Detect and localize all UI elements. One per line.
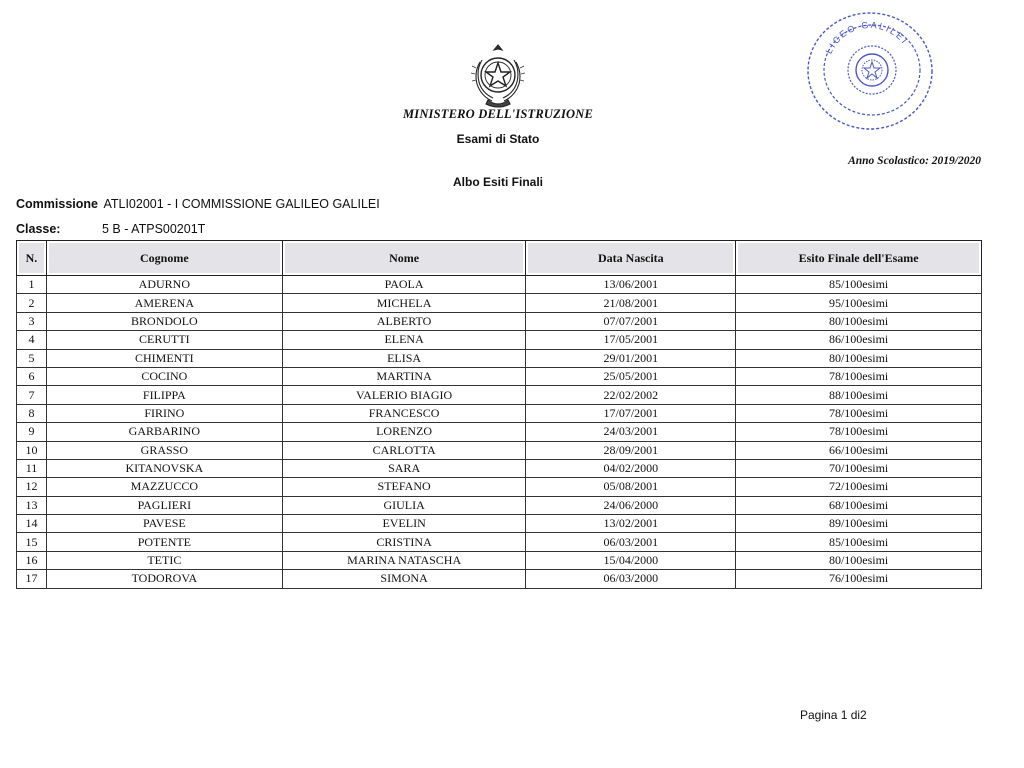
name-cell: MICHELA xyxy=(282,294,526,312)
surname-cell: PAVESE xyxy=(46,515,282,533)
column-header-surname: Cognome xyxy=(46,241,282,276)
surname-cell: MAZZUCCO xyxy=(46,478,282,496)
table-row xyxy=(17,441,982,459)
class-label: Classe: xyxy=(16,222,61,236)
surname-cell: CHIMENTI xyxy=(46,349,282,367)
surname-cell: GARBARINO xyxy=(46,423,282,441)
final-grade-cell: 80/100esimi xyxy=(736,551,982,569)
table-row xyxy=(17,294,982,312)
column-header-birthdate: Data Nascita xyxy=(526,241,736,276)
row-number: 14 xyxy=(17,515,47,533)
final-grade-cell: 70/100esimi xyxy=(736,459,982,477)
table-row xyxy=(17,386,982,404)
surname-cell: PAGLIERI xyxy=(46,496,282,514)
birthdate-cell: 17/07/2001 xyxy=(526,404,736,422)
name-cell: SIMONA xyxy=(282,570,526,588)
table-row xyxy=(17,533,982,551)
table-row xyxy=(17,459,982,477)
final-grade-cell: 76/100esimi xyxy=(736,570,982,588)
name-cell: GIULIA xyxy=(282,496,526,514)
birthdate-cell: 05/08/2001 xyxy=(526,478,736,496)
surname-cell: FIRINO xyxy=(46,404,282,422)
surname-cell: TODOROVA xyxy=(46,570,282,588)
name-cell: MARTINA xyxy=(282,367,526,385)
final-grade-cell: 72/100esimi xyxy=(736,478,982,496)
row-number: 1 xyxy=(17,276,47,294)
table-row xyxy=(17,423,982,441)
republic-emblem-icon xyxy=(468,42,528,110)
birthdate-cell: 07/07/2001 xyxy=(526,312,736,330)
table-row xyxy=(17,478,982,496)
final-grade-cell: 95/100esimi xyxy=(736,294,982,312)
final-grade-cell: 88/100esimi xyxy=(736,386,982,404)
class-line xyxy=(16,222,206,236)
row-number: 10 xyxy=(17,441,47,459)
surname-cell: KITANOVSKA xyxy=(46,459,282,477)
birthdate-cell: 21/08/2001 xyxy=(526,294,736,312)
table-row xyxy=(17,570,982,588)
name-cell: FRANCESCO xyxy=(282,404,526,422)
birthdate-cell: 13/02/2001 xyxy=(526,515,736,533)
birthdate-cell: 22/02/2002 xyxy=(526,386,736,404)
final-grade-cell: 78/100esimi xyxy=(736,404,982,422)
surname-cell: FILIPPA xyxy=(46,386,282,404)
table-row xyxy=(17,496,982,514)
name-cell: VALERIO BIAGIO xyxy=(282,386,526,404)
class-value: 5 B - ATPS00201T xyxy=(102,222,206,236)
row-number: 15 xyxy=(17,533,47,551)
final-grade-cell: 85/100esimi xyxy=(736,276,982,294)
ministry-name: MINISTERO DELL'ISTRUZIONE xyxy=(402,107,594,121)
final-grade-cell: 89/100esimi xyxy=(736,515,982,533)
row-number: 2 xyxy=(17,294,47,312)
column-header-number: N. xyxy=(17,241,47,276)
name-cell: LORENZO xyxy=(282,423,526,441)
surname-cell: TETIC xyxy=(46,551,282,569)
name-cell: STEFANO xyxy=(282,478,526,496)
board-title: Albo Esiti Finali xyxy=(452,175,543,189)
row-number: 13 xyxy=(17,496,47,514)
final-grade-cell: 85/100esimi xyxy=(736,533,982,551)
name-cell: PAOLA xyxy=(282,276,526,294)
table-row xyxy=(17,404,982,422)
final-grade-cell: 66/100esimi xyxy=(736,441,982,459)
name-cell: CARLOTTA xyxy=(282,441,526,459)
row-number: 9 xyxy=(17,423,47,441)
column-header-name: Nome xyxy=(282,241,526,276)
table-row xyxy=(17,276,982,294)
table-row xyxy=(17,331,982,349)
row-number: 4 xyxy=(17,331,47,349)
row-number: 17 xyxy=(17,570,47,588)
commission-line xyxy=(16,197,380,211)
page-number: Pagina 1 di2 xyxy=(800,708,867,722)
svg-text:LICEO GALILEI xyxy=(824,20,911,56)
final-grade-cell: 68/100esimi xyxy=(736,496,982,514)
table-row xyxy=(17,349,982,367)
table-row xyxy=(17,367,982,385)
birthdate-cell: 25/05/2001 xyxy=(526,367,736,385)
final-grade-cell: 80/100esimi xyxy=(736,349,982,367)
final-grade-cell: 86/100esimi xyxy=(736,331,982,349)
final-grade-cell: 78/100esimi xyxy=(736,367,982,385)
surname-cell: GRASSO xyxy=(46,441,282,459)
surname-cell: COCINO xyxy=(46,367,282,385)
birthdate-cell: 28/09/2001 xyxy=(526,441,736,459)
row-number: 11 xyxy=(17,459,47,477)
row-number: 8 xyxy=(17,404,47,422)
name-cell: SARA xyxy=(282,459,526,477)
commission-value: ATLI02001 - I COMMISSIONE GALILEO GALILEI xyxy=(103,197,380,211)
row-number: 16 xyxy=(17,551,47,569)
name-cell: MARINA NATASCHA xyxy=(282,551,526,569)
table-row xyxy=(17,551,982,569)
row-number: 12 xyxy=(17,478,47,496)
name-cell: ALBERTO xyxy=(282,312,526,330)
birthdate-cell: 24/06/2000 xyxy=(526,496,736,514)
row-number: 3 xyxy=(17,312,47,330)
final-grade-cell: 78/100esimi xyxy=(736,423,982,441)
birthdate-cell: 13/06/2001 xyxy=(526,276,736,294)
surname-cell: CERUTTI xyxy=(46,331,282,349)
column-header-final-grade: Esito Finale dell'Esame xyxy=(736,241,982,276)
final-grade-cell: 80/100esimi xyxy=(736,312,982,330)
table-header-row xyxy=(17,241,982,276)
surname-cell: POTENTE xyxy=(46,533,282,551)
name-cell: CRISTINA xyxy=(282,533,526,551)
birthdate-cell: 06/03/2000 xyxy=(526,570,736,588)
name-cell: ELENA xyxy=(282,331,526,349)
row-number: 6 xyxy=(17,367,47,385)
results-table-body xyxy=(17,276,982,589)
birthdate-cell: 04/02/2000 xyxy=(526,459,736,477)
surname-cell: ADURNO xyxy=(46,276,282,294)
name-cell: EVELIN xyxy=(282,515,526,533)
birthdate-cell: 17/05/2001 xyxy=(526,331,736,349)
name-cell: ELISA xyxy=(282,349,526,367)
row-number: 7 xyxy=(17,386,47,404)
exam-title: Esami di Stato xyxy=(456,132,540,146)
stamp-text: LICEO GALILEI xyxy=(823,19,911,56)
table-row xyxy=(17,312,982,330)
birthdate-cell: 24/03/2001 xyxy=(526,423,736,441)
row-number: 5 xyxy=(17,349,47,367)
birthdate-cell: 29/01/2001 xyxy=(526,349,736,367)
results-table xyxy=(16,240,982,589)
birthdate-cell: 06/03/2001 xyxy=(526,533,736,551)
surname-cell: AMERENA xyxy=(46,294,282,312)
birthdate-cell: 15/04/2000 xyxy=(526,551,736,569)
surname-cell: BRONDOLO xyxy=(46,312,282,330)
commission-label: Commissione xyxy=(16,197,98,211)
table-row xyxy=(17,515,982,533)
school-year: Anno Scolastico: 2019/2020 xyxy=(848,155,981,167)
